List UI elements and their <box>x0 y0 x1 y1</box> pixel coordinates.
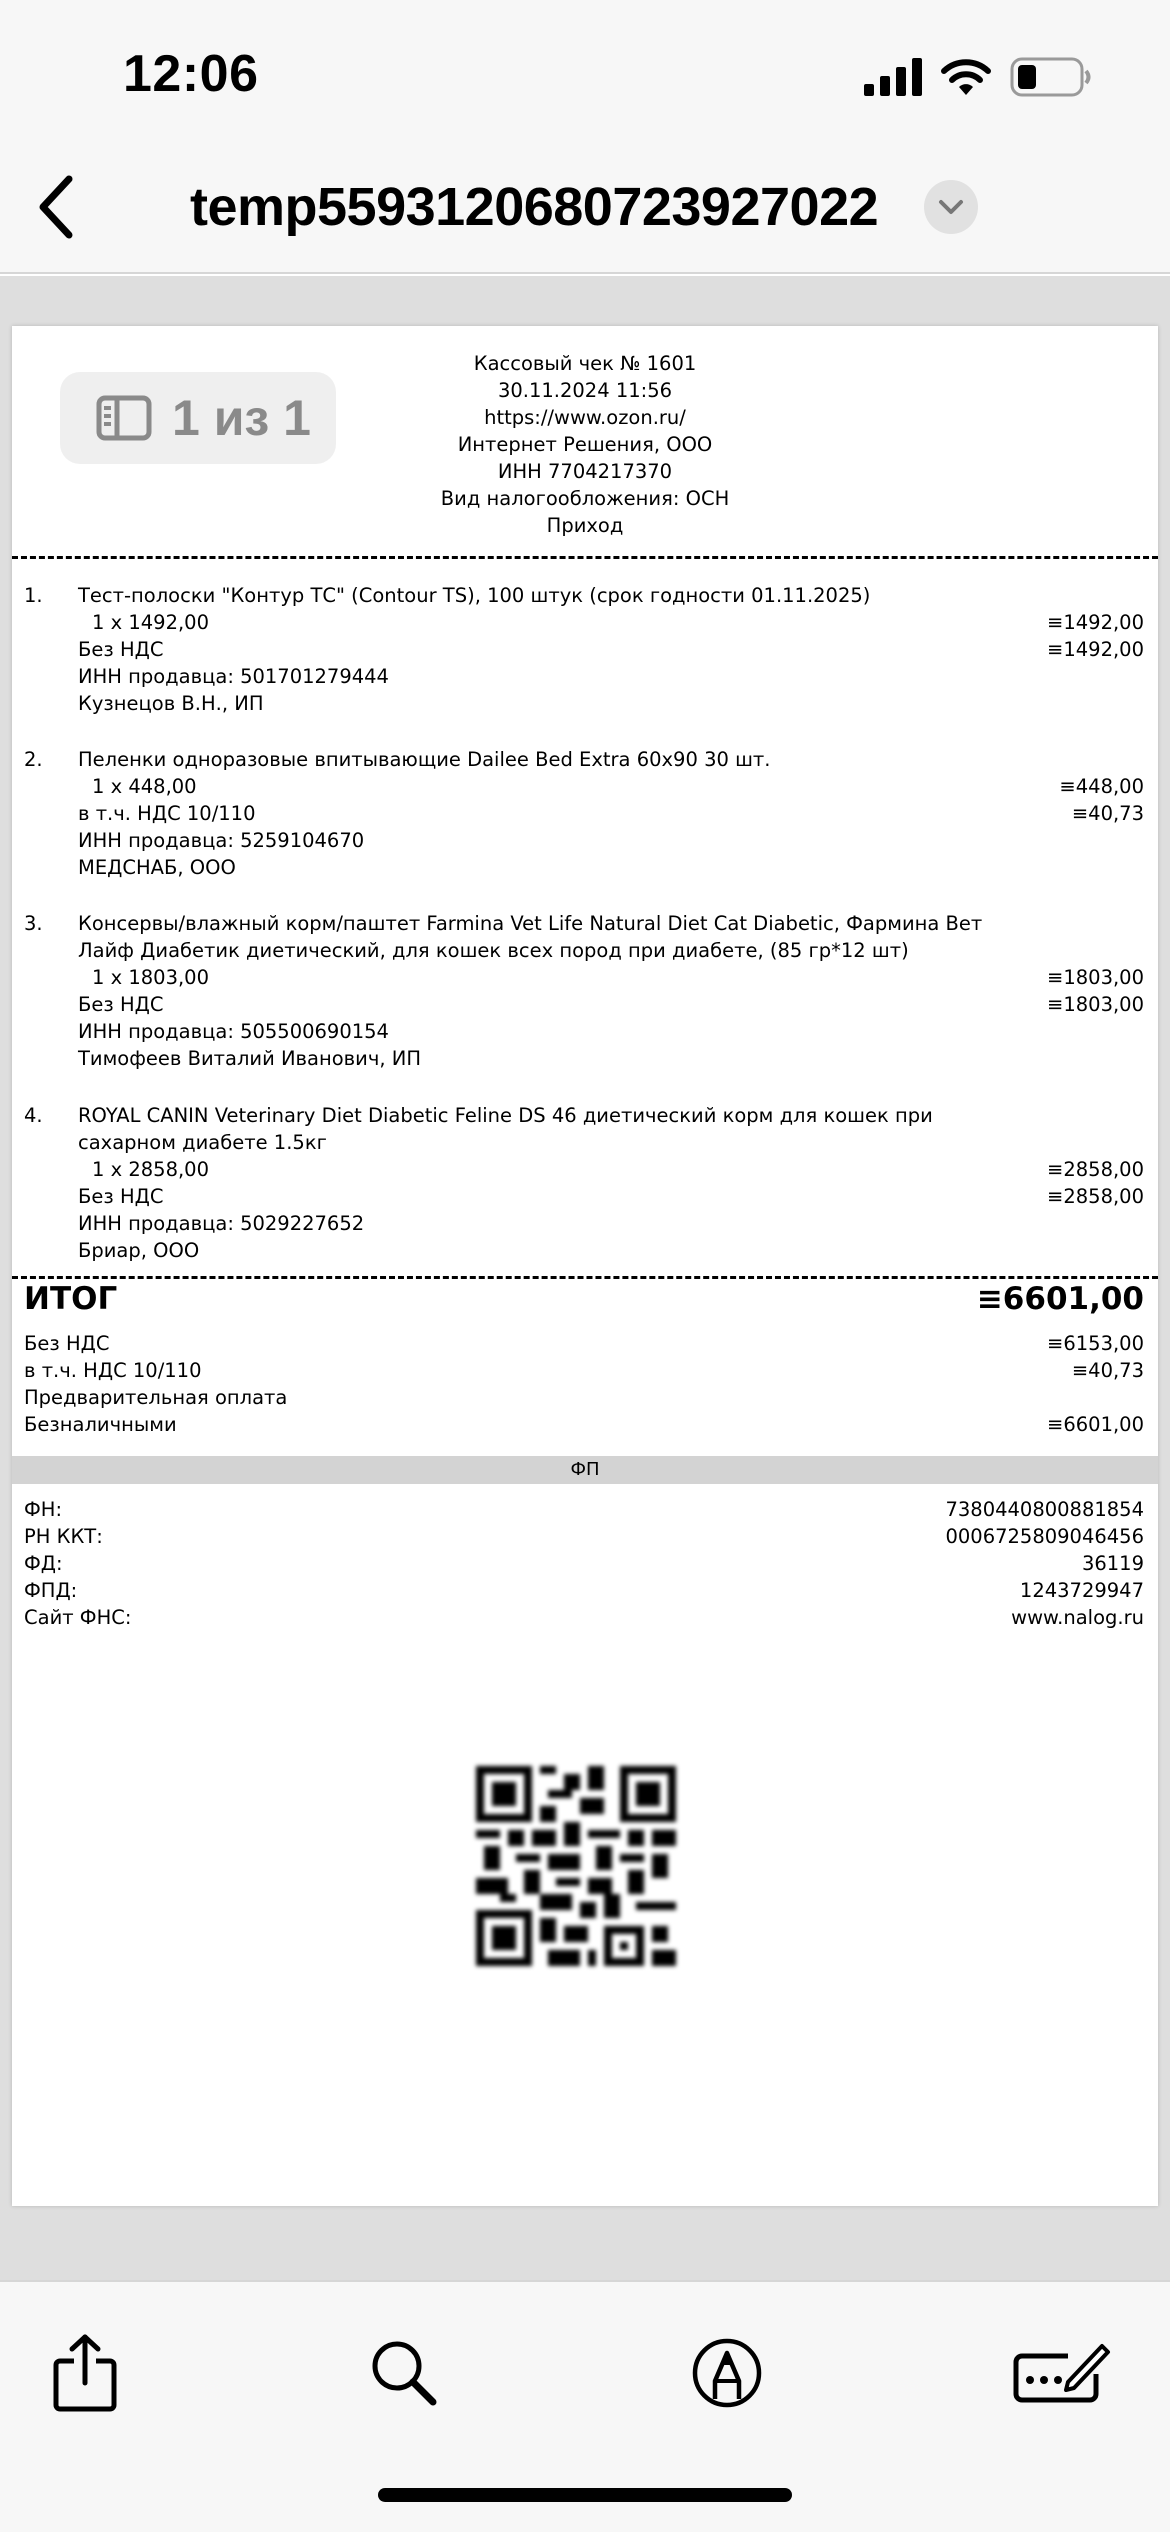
item-seller-inn: ИНН продавца: 5029227652 <box>78 1212 365 1235</box>
item-seller-name: Бриар, ООО <box>78 1239 200 1262</box>
chevron-down-icon <box>938 199 964 215</box>
total-detail-label: Безналичными <box>24 1413 177 1436</box>
receipt-inn: ИНН 7704217370 <box>497 460 673 483</box>
total-detail-label: в т.ч. НДС 10/110 <box>24 1359 202 1382</box>
receipt-tax-system: Вид налогообложения: ОСН <box>440 487 730 510</box>
item-vat-amount: ≡1803,00 <box>1047 993 1144 1016</box>
item-vat-label: Без НДС <box>78 1185 164 1208</box>
item-name: Консервы/влажный корм/паштет Farmina Vet Life Natural Diet Cat Diabetic, Фармина Вет <box>78 912 983 935</box>
total-amount: ≡6601,00 <box>976 1281 1144 1317</box>
total-row <box>24 1281 1144 1326</box>
item-seller-inn: ИНН продавца: 5259104670 <box>78 829 365 852</box>
page-indicator[interactable] <box>60 372 336 464</box>
status-time: 12:06 <box>123 45 259 103</box>
fiscal-label: ФН: <box>24 1498 63 1521</box>
fiscal-label: Сайт ФНС: <box>24 1606 132 1629</box>
fiscal-value: 36119 <box>1081 1552 1144 1575</box>
status-icons <box>864 52 1092 102</box>
search-button[interactable] <box>359 2328 449 2418</box>
total-detail-value: ≡6153,00 <box>1047 1332 1144 1355</box>
fiscal-row <box>24 1523 1144 1550</box>
item-vat-label: Без НДС <box>78 638 164 661</box>
fiscal-label: ФД: <box>24 1552 63 1575</box>
item-name: Тест-полоски "Контур ТС" (Contour TS), 100 штук (срок годности 01.11.2025) <box>78 584 871 607</box>
signal-icon <box>864 58 922 96</box>
chevron-left-icon <box>37 175 77 239</box>
item-seller-inn: ИНН продавца: 505500690154 <box>78 1020 389 1043</box>
document-title[interactable]: temp5593120680723927022 <box>190 177 879 237</box>
document-viewer[interactable] <box>0 276 1170 2280</box>
page-indicator-label: 1 из 1 <box>172 389 311 446</box>
battery-icon <box>1010 57 1092 97</box>
item-number: 1. <box>24 584 43 607</box>
item-vat-amount: ≡2858,00 <box>1047 1185 1144 1208</box>
item-amount: ≡448,00 <box>1059 775 1144 798</box>
item-name: ROYAL CANIN Veterinary Diet Diabetic Feline DS 46 диетический корм для кошек при <box>78 1104 933 1127</box>
fiscal-value: www.nalog.ru <box>1011 1606 1144 1629</box>
receipt-website: https://www.ozon.ru/ <box>484 406 686 429</box>
item-amount: ≡1803,00 <box>1047 966 1144 989</box>
signature-icon <box>1012 2338 1112 2408</box>
navigation-bar <box>0 150 1170 274</box>
markup-icon <box>691 2337 763 2409</box>
divider <box>12 1276 1158 1279</box>
markup-button[interactable] <box>682 2328 772 2418</box>
fiscal-row <box>24 1604 1144 1631</box>
item-qty-price: 1 x 448,00 <box>92 775 197 798</box>
sidebar-icon <box>96 395 152 441</box>
total-detail-row <box>24 1384 1144 1411</box>
item-name-cont: сахарном диабете 1.5кг <box>78 1131 327 1154</box>
item-seller-inn: ИНН продавца: 501701279444 <box>78 665 389 688</box>
total-detail-value: ≡6601,00 <box>1047 1413 1144 1436</box>
divider <box>12 556 1158 559</box>
back-button[interactable] <box>22 172 92 242</box>
home-indicator[interactable] <box>378 2488 792 2502</box>
fiscal-label: ФПД: <box>24 1579 78 1602</box>
item-name-cont: Лайф Диабетик диетический, для кошек всех пород при диабете, (85 гр*12 шт) <box>78 939 909 962</box>
receipt-company: Интернет Решения, ООО <box>457 433 713 456</box>
fiscal-value: 1243729947 <box>1019 1579 1144 1602</box>
receipt-operation: Приход <box>546 514 624 537</box>
item-seller-name: МЕДСНАБ, ООО <box>78 856 236 879</box>
receipt-number: Кассовый чек № 1601 <box>473 352 697 375</box>
item-vat-label: в т.ч. НДС 10/110 <box>78 802 256 825</box>
wifi-icon <box>940 57 992 97</box>
item-qty-price: 1 x 1492,00 <box>92 611 209 634</box>
item-number: 4. <box>24 1104 43 1127</box>
title-menu-button[interactable] <box>924 180 978 234</box>
item-seller-name: Кузнецов В.Н., ИП <box>78 692 264 715</box>
total-detail-label: Без НДС <box>24 1332 110 1355</box>
item-qty-price: 1 x 2858,00 <box>92 1158 209 1181</box>
item-number: 3. <box>24 912 43 935</box>
total-detail-value: ≡40,73 <box>1071 1359 1144 1382</box>
signature-button[interactable] <box>1012 2328 1112 2418</box>
item-qty-price: 1 x 1803,00 <box>92 966 209 989</box>
fiscal-row <box>24 1550 1144 1577</box>
fiscal-value: 0006725809046456 <box>945 1525 1144 1548</box>
share-button[interactable] <box>40 2328 130 2418</box>
item-amount: ≡1492,00 <box>1047 611 1144 634</box>
search-icon <box>369 2338 439 2408</box>
fiscal-row <box>24 1577 1144 1604</box>
item-amount: ≡2858,00 <box>1047 1158 1144 1181</box>
item-vat-amount: ≡1492,00 <box>1047 638 1144 661</box>
fiscal-row <box>24 1496 1144 1523</box>
total-detail-row <box>24 1330 1144 1357</box>
item-vat-amount: ≡40,73 <box>1071 802 1144 825</box>
total-detail-row <box>24 1411 1144 1438</box>
item-name: Пеленки одноразовые впитывающие Dailee Bed Extra 60x90 30 шт. <box>78 748 771 771</box>
fiscal-label: РН ККТ: <box>24 1525 103 1548</box>
status-bar <box>0 0 1170 150</box>
total-label: ИТОГ <box>24 1281 118 1317</box>
receipt-datetime: 30.11.2024 11:56 <box>497 379 673 402</box>
item-seller-name: Тимофеев Виталий Иванович, ИП <box>78 1047 421 1070</box>
total-detail-row <box>24 1357 1144 1384</box>
qr-code <box>476 1766 676 1966</box>
receipt-page <box>12 326 1158 2206</box>
item-number: 2. <box>24 748 43 771</box>
share-icon <box>52 2333 118 2413</box>
fp-section-bar: ФП <box>12 1456 1158 1484</box>
item-vat-label: Без НДС <box>78 993 164 1016</box>
fiscal-value: 7380440800881854 <box>945 1498 1144 1521</box>
total-detail-label: Предварительная оплата <box>24 1386 288 1409</box>
